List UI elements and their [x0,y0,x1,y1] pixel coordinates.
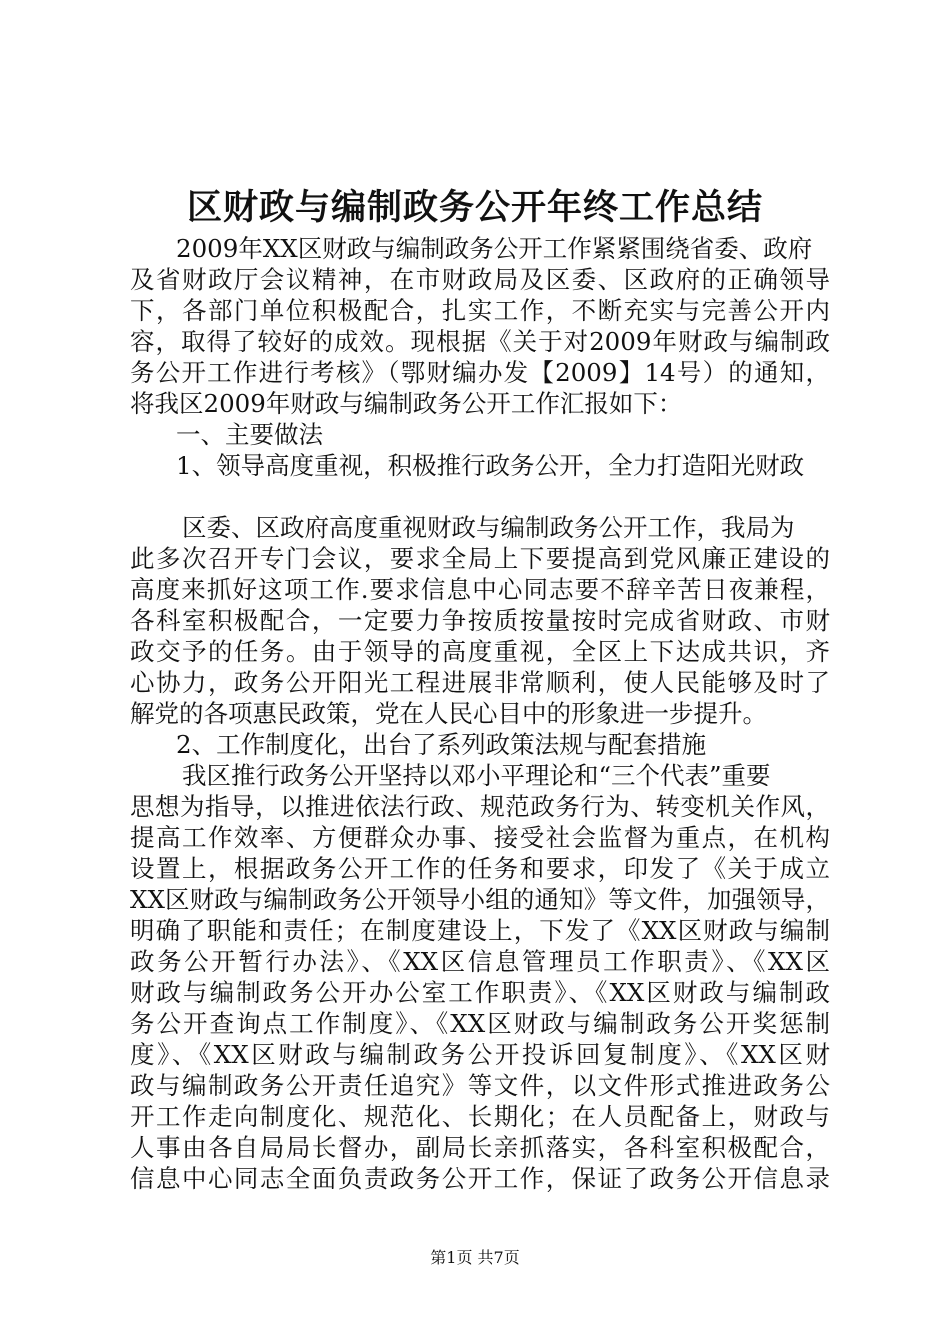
body-paragraph-2 [130,512,830,1194]
subsection-heading: 1、领导高度重视，积极推行政务公开，全力打造阳光财政 [176,451,805,480]
text-line: 度》、《XX区财政与编制政务公开投诉回复制度》、《XX区财 [130,1040,830,1069]
text-line: 将我区2009年财政与编制政务公开工作汇报如下： [130,389,683,418]
text-line: 区委、区政府高度重视财政与编制政务公开工作，我局为 [182,513,795,542]
page-footer: 第1页 共7页 [430,1248,520,1267]
text-line: 此多次召开专门会议，要求全局上下要提高到党风廉正建设的 [130,544,830,573]
body-paragraph-1 [130,233,830,481]
text-line: 心协力，政务公开阳光工程进展非常顺利，使人民能够及时了 [130,668,830,697]
text-line: 设置上，根据政务公开工作的任务和要求，印发了《关于成立 [130,854,830,883]
subsection-heading: 2、工作制度化，出台了系列政策法规与配套措施 [176,730,707,759]
text-line: 政务公开暂行办法》、《XX区信息管理员工作职责》、《XX区 [130,947,830,976]
text-line: 思想为指导，以推进依法行政、规范政务行为、转变机关作风， [130,792,830,821]
section-heading: 一、主要做法 [176,420,323,449]
text-line: 务公开工作进行考核》（鄂财编办发【2009】14号）的通知， [130,358,830,387]
document-title: 区财政与编制政务公开年终工作总结 [186,187,763,228]
text-line: 财政与编制政务公开办公室工作职责》、《XX区财政与编制政 [130,978,830,1007]
text-line: 务公开查询点工作制度》、《XX区财政与编制政务公开奖惩制 [130,1009,830,1038]
text-line: 容，取得了较好的成效。现根据《关于对2009年财政与编制政 [130,327,830,356]
text-line: 信息中心同志全面负责政务公开工作，保证了政务公开信息录 [130,1164,830,1193]
text-line: 我区推行政务公开坚持以邓小平理论和“三个代表”重要 [182,761,771,790]
text-line: 及省财政厅会议精神，在市财政局及区委、区政府的正确领导 [130,265,830,294]
text-line: 各科室积极配合，一定要力争按质按量按时完成省财政、市财 [130,606,830,635]
text-line: 政与编制政务公开责任追究》等文件，以文件形式推进政务公 [130,1071,830,1100]
text-line: 明确了职能和责任；在制度建设上，下发了《XX区财政与编制 [130,916,830,945]
text-line: 高度来抓好这项工作.要求信息中心同志要不辞辛苦日夜兼程， [130,575,830,604]
text-line: 下，各部门单位积极配合，扎实工作，不断充实与完善公开内 [130,296,830,325]
text-line: 人事由各自局局长督办，副局长亲抓落实，各科室积极配合， [130,1133,830,1162]
text-line: 开工作走向制度化、规范化、长期化；在人员配备上，财政与 [130,1102,830,1131]
text-line: 提高工作效率、方便群众办事、接受社会监督为重点，在机构 [130,823,830,852]
text-line: 政交予的任务。由于领导的高度重视，全区上下达成共识，齐 [130,637,830,666]
text-line: 解党的各项惠民政策，党在人民心目中的形象进一步提升。 [130,699,767,728]
text-line: 2009年XX区财政与编制政务公开工作紧紧围绕省委、政府 [176,234,813,263]
text-line: XX区财政与编制政务公开领导小组的通知》等文件，加强领导， [130,885,830,914]
